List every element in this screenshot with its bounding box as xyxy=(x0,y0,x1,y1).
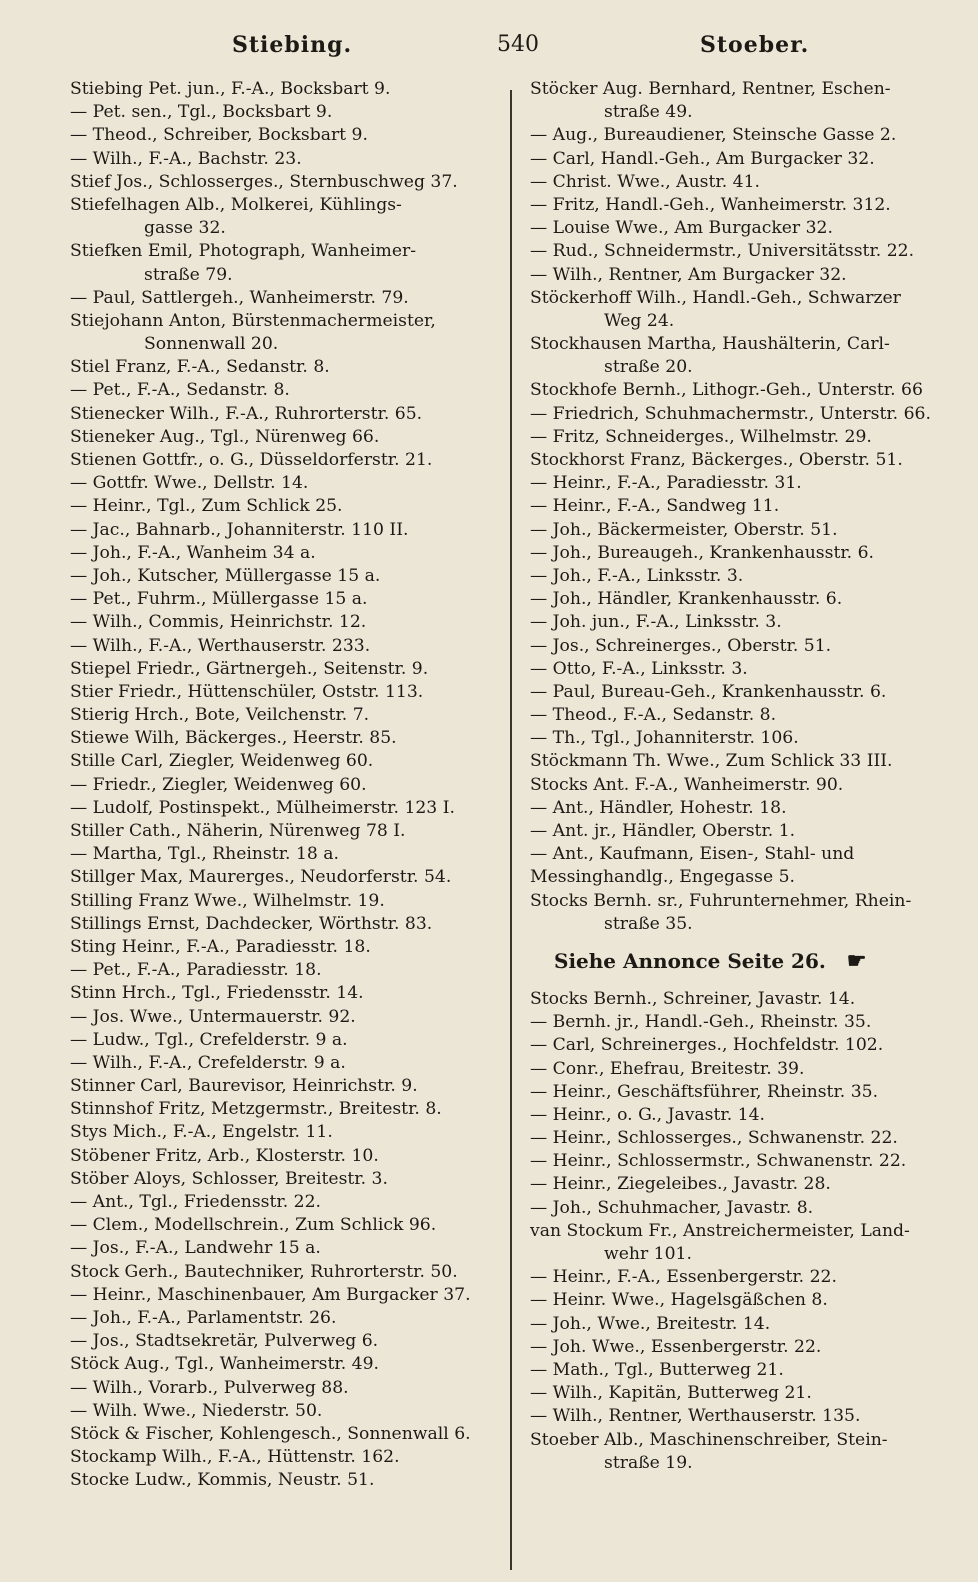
directory-entry: — Christ. Wwe., Austr. 41. xyxy=(530,171,760,192)
directory-entry: Stienen Gottfr., o. G., Düsseldorferstr. 21. xyxy=(70,450,433,470)
directory-entry: — Heinr., F.-A., Essenbergerstr. 22. xyxy=(530,1267,837,1288)
directory-entry: Stöckerhoff Wilh., Handl.-Geh., Schwarzer xyxy=(530,287,901,308)
directory-entry: Stinnshof Fritz, Metzgermstr., Breitestr. 8. xyxy=(70,1099,442,1120)
directory-entry: Stöck & Fischer, Kohlengesch., Sonnenwall 6. xyxy=(70,1423,471,1444)
directory-entry: — Carl, Handl.-Geh., Am Burgacker 32. xyxy=(530,148,875,169)
directory-entry: — Clem., Modellschrein., Zum Schlick 96. xyxy=(70,1215,437,1236)
directory-entry: — Ant., Tgl., Friedensstr. 22. xyxy=(70,1192,321,1212)
directory-entry: van Stockum Fr., Anstreichermeister, Land- xyxy=(530,1220,910,1241)
directory-entry: Stöbener Fritz, Arb., Klosterstr. 10. xyxy=(70,1145,379,1166)
directory-entry: Stys Mich., F.-A., Engelstr. 11. xyxy=(70,1122,333,1143)
directory-entry: — Otto, F.-A., Linksstr. 3. xyxy=(530,658,748,679)
directory-entry: — Joh., F.-A., Linksstr. 3. xyxy=(530,565,744,586)
directory-entry: Stiefken Emil, Photograph, Wanheimer- xyxy=(70,241,417,262)
directory-entry: — Conr., Ehefrau, Breitestr. 39. xyxy=(530,1058,805,1079)
directory-entry: Stöckmann Th. Wwe., Zum Schlick 33 III. xyxy=(530,751,893,772)
header-right-title: Stoeber. xyxy=(700,32,810,58)
directory-entry: — Pet., Fuhrm., Müllergasse 15 a. xyxy=(70,589,368,610)
directory-entry: — Wilh., Rentner, Am Burgacker 32. xyxy=(530,264,847,285)
directory-entry: Stockamp Wilh., F.-A., Hüttenstr. 162. xyxy=(70,1447,400,1468)
directory-entry: Stiewe Wilh, Bäckerges., Heerstr. 85. xyxy=(70,728,397,749)
pointing-hand-icon: ☛ xyxy=(846,947,867,974)
directory-entry: — Ant., Händler, Hohestr. 18. xyxy=(530,797,787,818)
directory-entry: Stiefelhagen Alb., Molkerei, Kühlings- xyxy=(70,194,402,215)
directory-entry: — Wilh., Commis, Heinrichstr. 12. xyxy=(70,612,367,633)
directory-entry: Stinner Carl, Baurevisor, Heinrichstr. 9. xyxy=(70,1076,418,1097)
column-divider xyxy=(510,90,512,1570)
directory-entry: gasse 32. xyxy=(144,218,226,239)
directory-entry: — Pet. sen., Tgl., Bocksbart 9. xyxy=(70,102,333,123)
advertisement-notice xyxy=(530,947,962,976)
directory-entry: — Paul, Bureau-Geh., Krankenhausstr. 6. xyxy=(530,681,887,702)
directory-entry: straße 49. xyxy=(604,102,693,123)
directory-entry: — Pet., F.-A., Sedanstr. 8. xyxy=(70,380,290,401)
directory-entry: — Jac., Bahnarb., Johanniterstr. 110 II. xyxy=(70,519,409,540)
directory-entry: straße 20. xyxy=(604,357,693,378)
header-left-title: Stiebing. xyxy=(232,32,353,58)
left-column xyxy=(70,78,490,1492)
directory-entry: — Wilh., F.-A., Crefelderstr. 9 a. xyxy=(70,1052,346,1073)
directory-entry: — Gottfr. Wwe., Dellstr. 14. xyxy=(70,473,309,494)
page-number: 540 xyxy=(497,32,539,57)
directory-entry: — Heinr., F.-A., Paradiesstr. 31. xyxy=(530,473,802,494)
directory-entry: — Ludolf, Postinspekt., Mülheimerstr. 123 I. xyxy=(70,797,455,818)
directory-entry: Stockhausen Martha, Haushälterin, Carl- xyxy=(530,334,890,355)
directory-entry: Weg 24. xyxy=(604,310,675,331)
directory-entry: Stoeber Alb., Maschinenschreiber, Stein- xyxy=(530,1429,888,1450)
directory-entry: Stockhofe Bernh., Lithogr.-Geh., Unterstr. 66 xyxy=(530,380,923,401)
directory-entry: — Heinr., Ziegeleibes., Javastr. 28. xyxy=(530,1174,831,1195)
directory-entry: — Wilh., Rentner, Werthauserstr. 135. xyxy=(530,1406,861,1427)
directory-entry: — Friedr., Ziegler, Weidenweg 60. xyxy=(70,774,367,795)
directory-entry: wehr 101. xyxy=(604,1244,692,1264)
directory-entry: Stierig Hrch., Bote, Veilchenstr. 7. xyxy=(70,705,370,726)
directory-entry: — Theod., F.-A., Sedanstr. 8. xyxy=(530,705,777,726)
directory-entry: — Jos., F.-A., Landwehr 15 a. xyxy=(70,1238,321,1259)
directory-entry: straße 19. xyxy=(604,1452,693,1473)
directory-entry: straße 79. xyxy=(144,264,233,285)
directory-entry: — Joh., F.-A., Wanheim 34 a. xyxy=(70,542,316,563)
directory-entry: — Math., Tgl., Butterweg 21. xyxy=(530,1359,784,1380)
directory-entry: — Jos., Schreinerges., Oberstr. 51. xyxy=(530,635,832,656)
notice-text: Siehe Annonce Seite 26. xyxy=(554,948,826,973)
directory-entry: — Joh., Schuhmacher, Javastr. 8. xyxy=(530,1197,814,1218)
directory-entry: — Ludw., Tgl., Crefelderstr. 9 a. xyxy=(70,1029,348,1050)
directory-entry: — Theod., Schreiber, Bocksbart 9. xyxy=(70,125,368,146)
directory-entry: — Ant. jr., Händler, Oberstr. 1. xyxy=(530,821,796,841)
directory-entry: Stocke Ludw., Kommis, Neustr. 51. xyxy=(70,1470,375,1491)
directory-entry: Stiel Franz, F.-A., Sedanstr. 8. xyxy=(70,357,330,378)
directory-entry: Stillger Max, Maurerges., Neudorferstr. 54. xyxy=(70,867,452,888)
directory-entry: — Carl, Schreinerges., Hochfeldstr. 102. xyxy=(530,1035,884,1056)
directory-entry: — Louise Wwe., Am Burgacker 32. xyxy=(530,218,833,239)
right-column-part-a xyxy=(530,78,962,936)
directory-entry: Stocks Bernh. sr., Fuhrunternehmer, Rhein- xyxy=(530,890,912,911)
directory-entry: — Joh., Wwe., Breitestr. 14. xyxy=(530,1313,771,1334)
directory-entry: Stöber Aloys, Schlosser, Breitestr. 3. xyxy=(70,1168,388,1189)
directory-entry: straße 35. xyxy=(604,913,693,934)
directory-entry: — Th., Tgl., Johanniterstr. 106. xyxy=(530,728,799,749)
directory-entry: — Friedrich, Schuhmachermstr., Unterstr. 66. xyxy=(530,403,931,424)
right-column xyxy=(530,78,962,1475)
directory-entry: Sting Heinr., F.-A., Paradiesstr. 18. xyxy=(70,936,371,957)
directory-entry: Stinn Hrch., Tgl., Friedensstr. 14. xyxy=(70,983,364,1004)
directory-entry: Stiller Cath., Näherin, Nürenweg 78 I. xyxy=(70,821,406,841)
directory-entry: Sonnenwall 20. xyxy=(144,334,279,355)
directory-entry: Stöcker Aug. Bernhard, Rentner, Eschen- xyxy=(530,79,891,99)
directory-entry: — Heinr. Wwe., Hagelsgäßchen 8. xyxy=(530,1290,828,1311)
directory-entry: — Wilh., Kapitän, Butterweg 21. xyxy=(530,1383,812,1404)
directory-entry: — Joh., Kutscher, Müllergasse 15 a. xyxy=(70,565,381,586)
page-header xyxy=(0,28,978,68)
directory-entry: — Jos. Wwe., Untermauerstr. 92. xyxy=(70,1006,356,1027)
directory-entry: — Jos., Stadtsekretär, Pulverweg 6. xyxy=(70,1331,379,1352)
directory-entry: Messinghandlg., Engegasse 5. xyxy=(530,867,795,888)
directory-entry: Stief Jos., Schlosserges., Sternbuschweg 37. xyxy=(70,171,458,192)
directory-entry: — Joh., Bureaugeh., Krankenhausstr. 6. xyxy=(530,542,875,563)
directory-entry: — Joh., Händler, Krankenhausstr. 6. xyxy=(530,589,843,610)
directory-entry: — Joh. jun., F.-A., Linksstr. 3. xyxy=(530,612,782,633)
directory-entry: Stillings Ernst, Dachdecker, Wörthstr. 83. xyxy=(70,913,433,934)
directory-entry: — Joh., Bäckermeister, Oberstr. 51. xyxy=(530,519,838,540)
directory-entry: Stier Friedr., Hüttenschüler, Oststr. 113. xyxy=(70,681,424,702)
directory-entry: — Ant., Kaufmann, Eisen-, Stahl- und xyxy=(530,844,855,865)
directory-entry: — Joh., F.-A., Parlamentstr. 26. xyxy=(70,1307,337,1328)
directory-entry: — Bernh. jr., Handl.-Geh., Rheinstr. 35. xyxy=(530,1012,872,1033)
right-column-part-b xyxy=(530,988,962,1475)
directory-entry: — Wilh., Vorarb., Pulverweg 88. xyxy=(70,1377,349,1398)
directory-entry: Stockhorst Franz, Bäckerges., Oberstr. 51. xyxy=(530,450,903,470)
directory-entry: — Joh. Wwe., Essenbergerstr. 22. xyxy=(530,1336,822,1357)
directory-entry: — Heinr., Schlossermstr., Schwanenstr. 22. xyxy=(530,1151,907,1172)
directory-entry: Stilling Franz Wwe., Wilhelmstr. 19. xyxy=(70,890,385,911)
directory-entry: — Martha, Tgl., Rheinstr. 18 a. xyxy=(70,844,339,865)
directory-entry: Stiepel Friedr., Gärtnergeh., Seitenstr. 9. xyxy=(70,658,429,679)
directory-entry: — Fritz, Schneiderges., Wilhelmstr. 29. xyxy=(530,426,872,447)
directory-entry: — Wilh. Wwe., Niederstr. 50. xyxy=(70,1400,323,1421)
directory-entry: — Heinr., Maschinenbauer, Am Burgacker 37. xyxy=(70,1284,471,1305)
directory-entry: Stöck Aug., Tgl., Wanheimerstr. 49. xyxy=(70,1354,379,1375)
directory-entry: — Rud., Schneidermstr., Universitätsstr. 22. xyxy=(530,241,915,262)
directory-entry: — Heinr., o. G., Javastr. 14. xyxy=(530,1104,765,1125)
directory-entry: — Heinr., Schlosserges., Schwanenstr. 22. xyxy=(530,1128,898,1149)
directory-entry: — Heinr., Tgl., Zum Schlick 25. xyxy=(70,496,343,517)
directory-entry: Stock Gerh., Bautechniker, Ruhrorterstr. 50. xyxy=(70,1261,458,1282)
directory-entry: — Heinr., Geschäftsführer, Rheinstr. 35. xyxy=(530,1081,879,1102)
directory-entry: — Paul, Sattlergeh., Wanheimerstr. 79. xyxy=(70,287,409,308)
directory-entry: — Aug., Bureaudiener, Steinsche Gasse 2. xyxy=(530,125,897,146)
directory-entry: — Wilh., F.-A., Bachstr. 23. xyxy=(70,148,302,169)
directory-entry: Stocks Ant. F.-A., Wanheimerstr. 90. xyxy=(530,774,844,795)
directory-entry: Stiejohann Anton, Bürstenmachermeister, xyxy=(70,310,436,331)
directory-entry: Stocks Bernh., Schreiner, Javastr. 14. xyxy=(530,988,856,1009)
directory-entry: Stieneker Aug., Tgl., Nürenweg 66. xyxy=(70,426,380,447)
directory-entry: Stienecker Wilh., F.-A., Ruhrorterstr. 65. xyxy=(70,403,423,424)
directory-entry: — Heinr., F.-A., Sandweg 11. xyxy=(530,496,780,517)
directory-entry: Stiebing Pet. jun., F.-A., Bocksbart 9. xyxy=(70,79,391,99)
directory-entry: — Pet., F.-A., Paradiesstr. 18. xyxy=(70,960,322,981)
directory-entry: Stille Carl, Ziegler, Weidenweg 60. xyxy=(70,751,374,772)
directory-entry: — Fritz, Handl.-Geh., Wanheimerstr. 312. xyxy=(530,194,891,215)
directory-entry: — Wilh., F.-A., Werthauserstr. 233. xyxy=(70,635,371,656)
